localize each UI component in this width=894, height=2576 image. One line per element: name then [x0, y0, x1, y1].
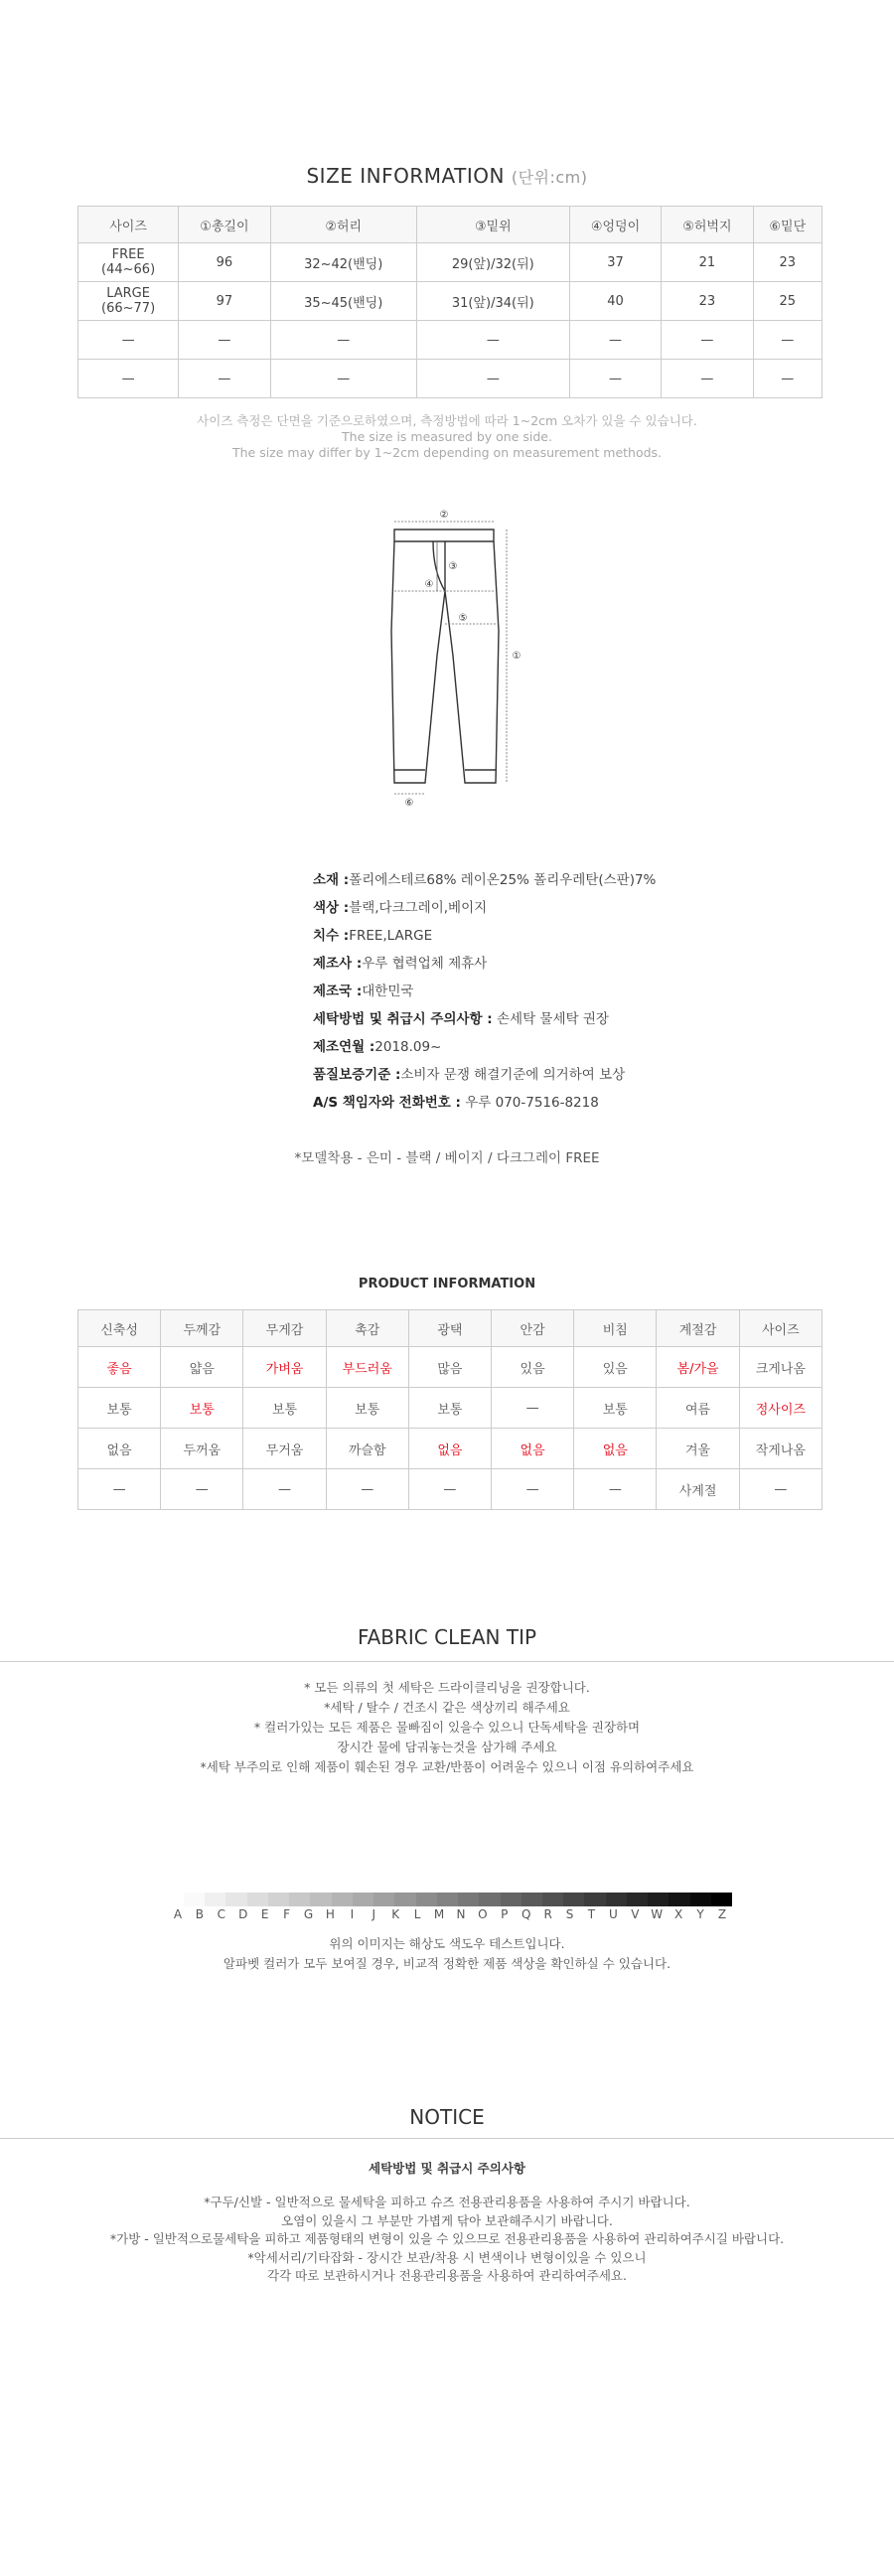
notice-title: NOTICE	[409, 2105, 485, 2129]
product-details	[313, 866, 656, 1117]
gray-swatch	[289, 1893, 310, 1906]
test-letter: J	[372, 1907, 376, 1921]
notice-subtitle: 세탁방법 및 취급시 주의사항	[369, 2161, 525, 2176]
product-info-cell: 얇음	[161, 1347, 243, 1388]
test-letter: C	[217, 1907, 225, 1921]
size-value-cell: 32~42(밴딩)	[270, 243, 416, 282]
detail-row	[313, 866, 656, 894]
size-label-cell: LARGE (66~77)	[78, 282, 179, 321]
test-letter: O	[478, 1907, 488, 1921]
size-table-body	[78, 243, 822, 398]
product-info-cell: 없음	[78, 1429, 161, 1469]
product-info-cell-selected: 가벼움	[243, 1347, 326, 1388]
gray-swatch	[563, 1893, 584, 1906]
gray-swatch	[310, 1893, 331, 1906]
size-note-en-2: The size may differ by 1~2cm depending on measurement methods.	[231, 445, 663, 460]
resolution-note	[0, 1934, 894, 1974]
detail-row	[313, 978, 656, 1005]
size-col-header: ①총길이	[179, 207, 270, 243]
size-value-cell: —	[662, 321, 753, 360]
gray-swatch	[648, 1893, 669, 1906]
size-value-cell: 97	[179, 282, 270, 321]
test-letter: Y	[696, 1907, 704, 1921]
notice-line: 각각 따로 보관하시거나 전용관리용품을 사용하여 관리하여주세요.	[267, 2268, 627, 2283]
size-col-header: ⑥밑단	[753, 207, 821, 243]
fabric-tip-title: FABRIC CLEAN TIP	[357, 1625, 537, 1649]
product-info-cell-selected: 없음	[408, 1429, 491, 1469]
size-value-cell: —	[179, 360, 270, 398]
gray-swatch	[669, 1893, 689, 1906]
test-letter: R	[543, 1907, 552, 1921]
size-value-cell: 31(앞)/34(뒤)	[416, 282, 569, 321]
gray-swatch	[225, 1893, 246, 1906]
detail-row	[313, 894, 656, 922]
gray-swatch	[332, 1893, 353, 1906]
gray-swatch	[458, 1893, 479, 1906]
product-info-col-header: 광택	[408, 1310, 491, 1347]
gray-swatch	[353, 1893, 373, 1906]
detail-value: 우루 협력업체 제휴사	[362, 956, 488, 972]
detail-value: 소비자 문쟁 해결기준에 의거하여 보상	[400, 1067, 626, 1083]
size-label-cell: —	[78, 321, 179, 360]
product-info-title: PRODUCT INFORMATION	[358, 1277, 536, 1291]
test-letter: F	[283, 1907, 291, 1921]
size-value-cell: 23	[753, 243, 821, 282]
notice-divider	[0, 2138, 894, 2139]
fabric-tip-divider	[0, 1661, 894, 1662]
size-value-cell: —	[569, 360, 661, 398]
detail-value: FREE,LARGE	[349, 928, 433, 944]
size-value-cell: —	[416, 360, 569, 398]
size-info-title: SIZE INFORMATION	[306, 164, 505, 188]
product-info-cell: 보통	[574, 1388, 657, 1429]
test-letter: Z	[717, 1907, 727, 1921]
test-letter: H	[325, 1907, 335, 1921]
product-info-cell-selected: 정사이즈	[739, 1388, 821, 1429]
size-row	[78, 282, 822, 321]
test-letter: L	[413, 1907, 421, 1921]
detail-row	[313, 950, 656, 978]
alphabet-test-row	[167, 1907, 733, 1923]
size-row	[78, 243, 822, 282]
size-label-cell: FREE (44~66)	[78, 243, 179, 282]
size-value-cell: 21	[662, 243, 753, 282]
size-value-cell: 25	[753, 282, 821, 321]
product-info-cell: —	[243, 1469, 326, 1510]
size-value-cell: —	[662, 360, 753, 398]
product-info-cell: 많음	[408, 1347, 491, 1388]
test-letter: V	[631, 1907, 640, 1921]
product-info-table	[77, 1309, 822, 1510]
product-info-col-header: 두께감	[161, 1310, 243, 1347]
product-info-cell: 있음	[574, 1347, 657, 1388]
resolution-note-line: 위의 이미지는 해상도 색도우 테스트입니다.	[329, 1936, 565, 1951]
product-info-col-header: 신축성	[78, 1310, 161, 1347]
size-value-cell: 40	[569, 282, 661, 321]
pants-measurement-diagram	[368, 502, 526, 810]
size-value-cell: —	[753, 321, 821, 360]
fabric-tip-line: *세탁 / 탈수 / 건조시 같은 색상끼리 해주세요	[324, 1700, 570, 1715]
product-info-row	[78, 1469, 822, 1510]
diagram-label-hem: ⑥	[404, 798, 414, 809]
fabric-tip-line: * 컬러가있는 모든 제품은 물빠짐이 있을수 있으니 단독세탁을 권장하며	[253, 1720, 641, 1735]
product-info-col-header: 계절감	[657, 1310, 739, 1347]
test-letter: B	[195, 1907, 204, 1921]
grayscale-test-bar	[184, 1893, 732, 1906]
size-info-unit: (단위:cm)	[511, 168, 588, 187]
product-info-cell-selected: 봄/가을	[657, 1347, 739, 1388]
product-info-cell-selected: 보통	[161, 1388, 243, 1429]
detail-value: 대한민국	[362, 984, 414, 999]
test-letter: M	[433, 1907, 445, 1921]
notice-line: *악세서리/기타잡화 - 장시간 보관/착용 시 변색이나 변형이있을 수 있으니	[247, 2249, 647, 2265]
test-letter: U	[609, 1907, 618, 1921]
gray-swatch	[522, 1893, 542, 1906]
fabric-tip-line: 장시간 물에 담궈놓는것을 삼가해 주세요	[337, 1740, 557, 1754]
gray-swatch	[437, 1893, 458, 1906]
size-value-cell: 35~45(밴딩)	[270, 282, 416, 321]
test-letter: S	[565, 1907, 574, 1921]
product-info-cell: —	[492, 1469, 574, 1510]
product-info-col-header: 사이즈	[739, 1310, 821, 1347]
product-info-cell: 여름	[657, 1388, 739, 1429]
product-info-cell-selected: 부드러움	[326, 1347, 408, 1388]
gray-swatch	[247, 1893, 268, 1906]
detail-label: 제조국 :	[313, 984, 363, 999]
diagram-label-length: ①	[512, 651, 522, 662]
size-label-cell: —	[78, 360, 179, 398]
product-info-row	[78, 1388, 822, 1429]
product-info-cell: 작게나옴	[739, 1429, 821, 1469]
diagram-label-hip: ④	[424, 579, 434, 590]
detail-value: 손세탁 물세탁 권장	[492, 1011, 609, 1027]
detail-value: 블랙,다크그레이,베이지	[349, 900, 488, 916]
product-info-header	[78, 1310, 822, 1347]
notice-line: *구두/신발 - 일반적으로 물세탁을 피하고 슈즈 전용관리용품을 사용하여 주시기 바랍니다.	[204, 2195, 690, 2209]
detail-row	[313, 1033, 656, 1061]
test-letter: E	[260, 1907, 269, 1921]
test-letter: P	[501, 1907, 509, 1921]
test-letter: W	[651, 1907, 664, 1921]
detail-label: 세탁방법 및 취급시 주의사항 :	[313, 1011, 493, 1027]
product-info-cell: —	[78, 1469, 161, 1510]
size-value-cell: 37	[569, 243, 661, 282]
size-value-cell: 23	[662, 282, 753, 321]
detail-label: 제조사 :	[313, 956, 363, 972]
size-value-cell: 96	[179, 243, 270, 282]
notice-line: *가방 - 일반적으로물세탁을 피하고 제품형태의 변형이 있을 수 있으므로 전용관리용품을 사용하여 관리하여주시길 바랍니다.	[109, 2231, 785, 2246]
gray-swatch	[542, 1893, 563, 1906]
gray-swatch	[584, 1893, 605, 1906]
product-info-cell: 있음	[492, 1347, 574, 1388]
detail-label: 제조연월 :	[313, 1039, 375, 1055]
size-value-cell: —	[416, 321, 569, 360]
gray-swatch	[268, 1893, 289, 1906]
detail-row	[313, 1005, 656, 1033]
detail-row	[313, 1061, 656, 1089]
detail-label: 치수 :	[313, 928, 350, 944]
diagram-label-waist: ②	[439, 510, 449, 521]
product-info-cell: —	[161, 1469, 243, 1510]
size-note-en-1: The size is measured by one side.	[342, 429, 552, 444]
size-col-header: ③밑위	[416, 207, 569, 243]
size-value-cell: 29(앞)/32(뒤)	[416, 243, 569, 282]
size-col-header: ④엉덩이	[569, 207, 661, 243]
resolution-note-line: 알파벳 컬러가 모두 보여질 경우, 비교적 정확한 제품 색상을 확인하실 수 있습니다.	[223, 1956, 671, 1971]
detail-label: 소재 :	[313, 872, 350, 888]
diagram-label-thigh: ⑤	[458, 613, 468, 624]
product-info-cell: 크게나옴	[739, 1347, 821, 1388]
product-info-cell: 무거움	[243, 1429, 326, 1469]
product-info-cell: 보통	[326, 1388, 408, 1429]
fabric-tip-line: * 모든 의류의 첫 세탁은 드라이클리닝을 권장합니다.	[304, 1680, 590, 1695]
notice-line: 오염이 있을시 그 부분만 가볍게 닦아 보관해주시기 바랍니다.	[281, 2212, 613, 2228]
model-note: *모델착용 - 은미 - 블랙 / 베이지 / 다크그레이 FREE	[294, 1150, 600, 1166]
test-letter: X	[674, 1907, 683, 1921]
gray-swatch	[627, 1893, 648, 1906]
gray-swatch	[501, 1893, 522, 1906]
test-letter: Q	[521, 1907, 531, 1921]
size-col-header: ②허리	[270, 207, 416, 243]
product-info-cell: —	[326, 1469, 408, 1510]
gray-swatch	[711, 1893, 732, 1906]
test-letter: A	[173, 1907, 183, 1921]
gray-swatch	[184, 1893, 205, 1906]
product-info-cell: 보통	[243, 1388, 326, 1429]
fabric-tip-text	[0, 1678, 894, 1777]
size-table-header	[78, 207, 822, 243]
test-letter: N	[456, 1907, 466, 1921]
gray-swatch	[690, 1893, 711, 1906]
pants-outline	[391, 530, 499, 783]
size-value-cell: —	[179, 321, 270, 360]
product-info-col-header: 안감	[492, 1310, 574, 1347]
size-col-header: 사이즈	[78, 207, 179, 243]
product-info-row	[78, 1429, 822, 1469]
product-info-cell: 보통	[408, 1388, 491, 1429]
gray-swatch	[373, 1893, 394, 1906]
test-letter: G	[303, 1907, 314, 1921]
size-col-header: ⑤허벅지	[662, 207, 753, 243]
detail-row	[313, 1089, 656, 1117]
product-info-cell-selected: 좋음	[78, 1347, 161, 1388]
product-info-cell: 보통	[78, 1388, 161, 1429]
notice-text	[0, 2194, 894, 2286]
size-value-cell: —	[270, 360, 416, 398]
detail-row	[313, 922, 656, 950]
gray-swatch	[416, 1893, 437, 1906]
gray-swatch	[394, 1893, 415, 1906]
diagram-label-rise: ③	[448, 561, 458, 572]
product-info-cell-selected: 없음	[574, 1429, 657, 1469]
size-value-cell: —	[569, 321, 661, 360]
detail-value: 2018.09~	[374, 1039, 442, 1055]
product-info-cell: 겨울	[657, 1429, 739, 1469]
detail-value: 우루 070-7516-8218	[460, 1095, 599, 1111]
detail-label: 품질보증기준 :	[313, 1067, 401, 1083]
product-info-cell: —	[739, 1469, 821, 1510]
gray-swatch	[606, 1893, 627, 1906]
test-letter: D	[238, 1907, 248, 1921]
size-info-heading	[0, 164, 894, 188]
product-info-row	[78, 1347, 822, 1388]
size-table	[77, 206, 822, 398]
gray-swatch	[205, 1893, 225, 1906]
product-info-cell: 까슬함	[326, 1429, 408, 1469]
size-row	[78, 321, 822, 360]
product-info-cell: —	[492, 1388, 574, 1429]
detail-label: 색상 :	[313, 900, 350, 916]
product-info-cell: —	[574, 1469, 657, 1510]
size-value-cell: —	[270, 321, 416, 360]
product-info-cell: —	[408, 1469, 491, 1510]
size-note	[0, 413, 894, 461]
product-info-cell-selected: 없음	[492, 1429, 574, 1469]
product-info-body	[78, 1347, 822, 1510]
fabric-tip-line: *세탁 부주의로 인해 제품이 훼손된 경우 교환/반품이 어려울수 있으니 이점 유의하여주세요	[200, 1759, 694, 1774]
product-info-cell: 두꺼움	[161, 1429, 243, 1469]
gray-swatch	[479, 1893, 500, 1906]
size-value-cell: —	[753, 360, 821, 398]
size-row	[78, 360, 822, 398]
detail-value: 폴리에스테르68% 레이온25% 폴리우레탄(스판)7%	[349, 872, 657, 888]
detail-label: A/S 책임자와 전화번호 :	[313, 1095, 461, 1111]
test-letter: I	[350, 1907, 355, 1921]
product-info-col-header: 무게감	[243, 1310, 326, 1347]
product-info-cell: 사계절	[657, 1469, 739, 1510]
test-letter: K	[391, 1907, 400, 1921]
size-note-ko: 사이즈 측정은 단면을 기준으로하였으며, 측정방법에 따라 1~2cm 오차가 있을 수 있습니다.	[197, 413, 697, 428]
product-info-col-header: 촉감	[326, 1310, 408, 1347]
test-letter: T	[587, 1907, 596, 1921]
product-info-col-header: 비침	[574, 1310, 657, 1347]
